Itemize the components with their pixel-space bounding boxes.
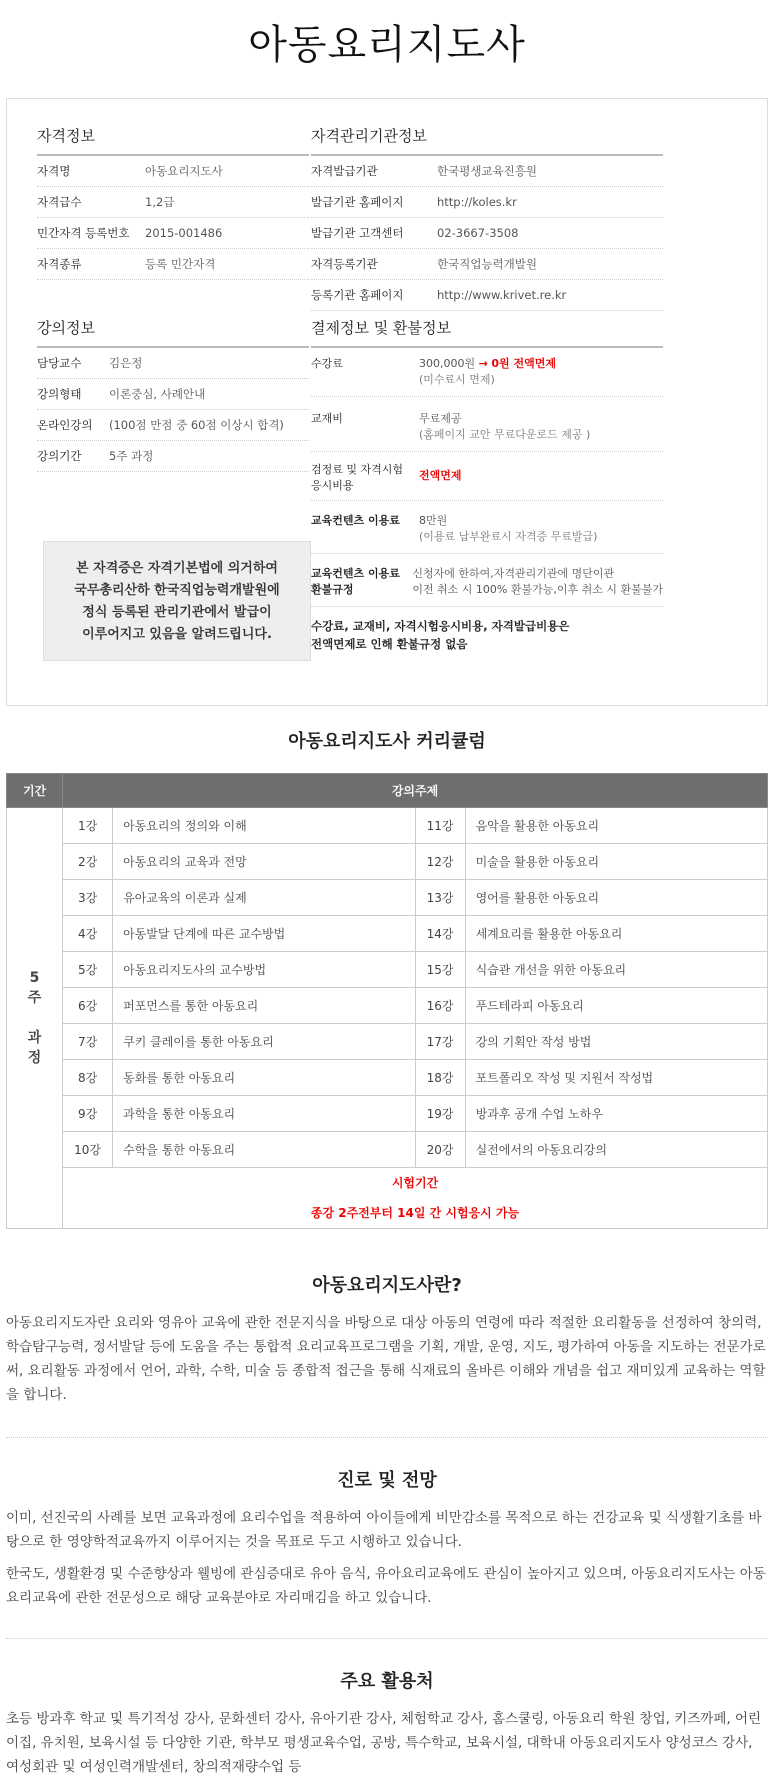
lesson-topic: 동화를 통한 아동요리 — [113, 1060, 415, 1096]
org-info-label: 등록기관 홈페이지 — [311, 288, 404, 302]
qual-info-value: 아동요리지도사 — [145, 164, 223, 178]
refund-footer-line: 전액면제로 인해 환불규정 없음 — [311, 637, 468, 651]
qual-info-row — [37, 218, 309, 249]
curriculum-title: 아동요리지도사 커리큘럼 — [288, 731, 486, 752]
lesson-topic: 영어를 활용한 아동요리 — [465, 880, 767, 916]
lesson-number: 5강 — [63, 952, 113, 988]
lesson-topic: 퍼포먼스를 통한 아동요리 — [113, 988, 415, 1024]
org-info-row — [311, 280, 663, 311]
lesson-topic: 푸드테라피 아동요리 — [465, 988, 767, 1024]
refund-text: 이전 취소 시 100% 환불가능,이후 취소 시 환불불가 — [412, 583, 663, 596]
org-info-label: 발급기관 홈페이지 — [311, 195, 404, 209]
curriculum-row — [7, 988, 768, 1024]
lesson-number: 15강 — [415, 952, 465, 988]
exam-row — [7, 1168, 768, 1229]
qual-info-value: 2015-001486 — [145, 226, 223, 240]
lesson-number: 12강 — [415, 844, 465, 880]
notice-line: 국무총리산하 한국직업능력개발원에 — [74, 583, 280, 598]
divider — [6, 1638, 768, 1639]
usage-title: 주요 활용처 — [340, 1671, 434, 1692]
qual-info-label: 자격종류 — [37, 257, 82, 271]
col-period: 기간 — [7, 774, 63, 808]
lesson-topic: 수학을 통한 아동요리 — [113, 1132, 415, 1168]
org-info-row — [311, 218, 663, 249]
org-info-value: http://koles.kr — [437, 195, 517, 209]
curriculum-row — [7, 1132, 768, 1168]
lesson-topic: 미술을 활용한 아동요리 — [465, 844, 767, 880]
lecture-info-list — [37, 348, 309, 472]
qual-info-title: 자격정보 — [37, 125, 309, 156]
exam-desc: 종강 2주전부터 14일 간 시험응시 가능 — [310, 1206, 520, 1220]
lesson-number: 9강 — [63, 1096, 113, 1132]
refund-label: 환불규정 — [311, 583, 354, 596]
org-info-value: http://www.krivet.re.kr — [437, 288, 567, 302]
period-char: 5 — [29, 970, 40, 986]
tuition-row — [311, 348, 663, 397]
exam-cell — [63, 1168, 768, 1229]
curriculum-row — [7, 1024, 768, 1060]
lesson-topic: 강의 기획안 작성 방법 — [465, 1024, 767, 1060]
lesson-topic: 유아교육의 이론과 실제 — [113, 880, 415, 916]
org-info-value: 한국직업능력개발원 — [437, 257, 537, 271]
textbook-label: 교재비 — [311, 412, 343, 425]
refund-row — [311, 554, 663, 607]
lesson-topic: 아동요리의 정의와 이해 — [113, 808, 415, 844]
lecture-info-label: 강의기간 — [37, 449, 82, 463]
exam-fee-label: 응시비용 — [311, 479, 354, 492]
textbook-value: 무료제공 — [419, 412, 462, 425]
exam-fee-row — [311, 452, 663, 501]
lesson-number: 19강 — [415, 1096, 465, 1132]
lesson-number: 13강 — [415, 880, 465, 916]
notice-line: 정식 등록된 관리기관에서 발급이 — [82, 605, 272, 620]
lecture-info-section — [37, 317, 309, 472]
career-p2: 한국도, 생활환경 및 수준향상과 웰빙에 관심증대로 유아 음식, 유아요리교육에도 관심이 높아지고 있으며, 아동요리지도사는 아동요리교육에 관한 전문성으로 해당 교육분야로 자리매김을 하고 있습니다. — [6, 1566, 766, 1606]
period-char: 과 — [27, 1030, 42, 1046]
tuition-price: 300,000원 — [419, 357, 476, 370]
lesson-number: 2강 — [63, 844, 113, 880]
lecture-info-title: 강의정보 — [37, 317, 309, 348]
lesson-topic: 아동발달 단계에 따른 교수방법 — [113, 916, 415, 952]
lesson-number: 20강 — [415, 1132, 465, 1168]
lesson-number: 18강 — [415, 1060, 465, 1096]
usage-section — [6, 1667, 768, 1779]
notice-line: 본 자격증은 자격기본법에 의거하여 — [76, 561, 278, 576]
org-info-label: 자격발급기관 — [311, 164, 378, 178]
lesson-number: 17강 — [415, 1024, 465, 1060]
period-cell — [7, 808, 63, 1229]
notice-line: 이루어지고 있음을 알려드립니다. — [82, 627, 272, 642]
arrow-icon: → — [478, 357, 488, 370]
tuition-label: 수강료 — [311, 357, 343, 370]
period-char: 정 — [27, 1050, 42, 1066]
usage-body: 초등 방과후 학교 및 특기적성 강사, 문화센터 강사, 유아기관 강사, 체험학교 강사, 홈스쿨링, 아동요리 학원 창업, 키즈까페, 어린이집, 유치원, 보육시설 등 다양한 기관, 학부모 평생교육수업, 공방, 특수학교, 보육시설, 대학내 아동요리지도사 양성코스 강사, 여성회관 및 여성인력개발센터, 창의적재량수업 등 — [6, 1711, 762, 1775]
lesson-number: 7강 — [63, 1024, 113, 1060]
lesson-number: 10강 — [63, 1132, 113, 1168]
qual-info-list — [37, 156, 309, 280]
lecture-info-label: 온라인강의 — [37, 418, 93, 432]
qual-info-label: 자격명 — [37, 164, 71, 178]
curriculum-row — [7, 880, 768, 916]
content-fee-note: (이용료 납부완료시 자격증 무료발급) — [419, 530, 598, 543]
lesson-number: 16강 — [415, 988, 465, 1024]
registration-notice — [43, 541, 311, 661]
curriculum-row — [7, 808, 768, 844]
divider — [6, 1437, 768, 1438]
qual-info-row — [37, 156, 309, 187]
org-info-label: 자격등록기관 — [311, 257, 378, 271]
curriculum-row — [7, 1096, 768, 1132]
lecture-info-value: (100점 만점 중 60점 이상시 합격) — [109, 418, 284, 432]
refund-label: 교육컨텐츠 이용료 — [311, 567, 400, 580]
lesson-topic: 방과후 공개 수업 노하우 — [465, 1096, 767, 1132]
qual-info-value: 등록 민간자격 — [145, 257, 216, 271]
curriculum-table — [6, 773, 768, 1229]
exam-title: 시험기간 — [391, 1176, 439, 1190]
lesson-number: 4강 — [63, 916, 113, 952]
payment-section — [311, 317, 663, 653]
lecture-info-row — [37, 441, 309, 472]
lecture-info-label: 담당교수 — [37, 356, 82, 370]
lesson-topic: 아동요리지도사의 교수방법 — [113, 952, 415, 988]
lesson-number: 6강 — [63, 988, 113, 1024]
payment-title: 결제정보 및 환불정보 — [311, 317, 663, 348]
content-fee-label: 교육컨텐츠 이용료 — [311, 514, 400, 527]
lecture-info-row — [37, 348, 309, 379]
about-section — [6, 1271, 768, 1407]
refund-footer-line: 수강료, 교재비, 자격시험응시비용, 자격발급비용은 — [311, 619, 570, 633]
org-info-label: 발급기관 고객센터 — [311, 226, 404, 240]
lesson-topic: 포트폴리오 작성 및 지원서 작성법 — [465, 1060, 767, 1096]
exam-fee-value: 전액면제 — [419, 469, 462, 482]
qual-info-label: 자격급수 — [37, 195, 82, 209]
org-info-value: 한국평생교육진흥원 — [437, 164, 537, 178]
about-body: 아동요리지도자란 요리와 영유아 교육에 관한 전문지식을 바탕으로 대상 아동의 연령에 따라 적절한 요리활동을 선정하여 창의력, 학습탐구능력, 정서발달 등에 도움을 주는 통합적 요리교육프로그램을 기획, 개발, 운영, 지도, 평가하여 아동을 지도하는 전문가로써, 요리활동 과정에서 언어, 과학, 수학, 미술 등 종합적 접근을 통해 식재료의 올바른 이해와 개념을 쉽고 재미있게 교육하는 역할을 합니다. — [6, 1315, 766, 1403]
lecture-info-value: 5주 과정 — [109, 449, 154, 463]
org-info-title: 자격관리기관정보 — [311, 125, 663, 156]
lesson-topic: 실전에서의 아동요리강의 — [465, 1132, 767, 1168]
lesson-topic: 쿠키 클레이를 통한 아동요리 — [113, 1024, 415, 1060]
curriculum-row — [7, 916, 768, 952]
career-section — [6, 1466, 768, 1610]
refund-text: 신청자에 한하여,자격관리기관에 명단이관 — [412, 567, 615, 580]
page-title: 아동요리지도사 — [248, 22, 526, 68]
lesson-topic: 음악을 활용한 아동요리 — [465, 808, 767, 844]
lesson-topic: 과학을 통한 아동요리 — [113, 1096, 415, 1132]
textbook-row — [311, 397, 663, 452]
org-info-row — [311, 249, 663, 280]
lecture-info-label: 강의형태 — [37, 387, 82, 401]
textbook-note: (홈페이지 교안 무료다운로드 제공 ) — [419, 428, 591, 441]
lesson-topic: 아동요리의 교육과 전망 — [113, 844, 415, 880]
qual-info-row — [37, 187, 309, 218]
refund-footer — [311, 607, 663, 653]
period-char — [7, 1008, 62, 1028]
qual-info-value: 1,2급 — [145, 195, 175, 209]
career-p1: 이미, 선진국의 사례를 보면 교육과정에 요리수업을 적용하여 아이들에게 비만감소를 목적으로 하는 건강교육 및 식생활기초를 바탕으로 한 영양학적교육까지 이루어지는 것을 목표로 두고 시행하고 있습니다. — [6, 1510, 762, 1550]
qual-info-row — [37, 249, 309, 280]
qual-info-label: 민간자격 등록번호 — [37, 226, 130, 240]
tuition-note: (미수료시 면제) — [419, 373, 495, 386]
curriculum-row — [7, 844, 768, 880]
org-info-list — [311, 156, 663, 311]
lesson-number: 11강 — [415, 808, 465, 844]
content-fee-value: 8만원 — [419, 514, 448, 527]
lesson-number: 1강 — [63, 808, 113, 844]
lesson-number: 8강 — [63, 1060, 113, 1096]
exam-fee-label: 검정료 및 자격시험 — [311, 463, 404, 476]
curriculum-row — [7, 1060, 768, 1096]
about-title: 아동요리지도사란? — [312, 1275, 462, 1296]
org-info-row — [311, 187, 663, 218]
col-topic: 강의주제 — [63, 774, 768, 808]
org-info-value: 02-3667-3508 — [437, 226, 519, 240]
curriculum-row — [7, 952, 768, 988]
content-fee-row — [311, 501, 663, 554]
lesson-topic: 세계요리를 활용한 아동요리 — [465, 916, 767, 952]
lecture-info-value: 이론중심, 사례안내 — [109, 387, 206, 401]
org-info-row — [311, 156, 663, 187]
lecture-info-value: 김은정 — [109, 356, 143, 370]
org-info-section — [311, 125, 663, 311]
lesson-number: 3강 — [63, 880, 113, 916]
lecture-info-row — [37, 410, 309, 441]
period-char: 주 — [27, 990, 42, 1006]
info-panel — [6, 98, 768, 706]
lecture-info-row — [37, 379, 309, 410]
lesson-number: 14강 — [415, 916, 465, 952]
lesson-topic: 식습관 개선을 위한 아동요리 — [465, 952, 767, 988]
tuition-free: 0원 전액면제 — [491, 357, 556, 370]
career-title: 진로 및 전망 — [337, 1470, 437, 1491]
qual-info-section — [37, 125, 309, 280]
curriculum-body — [7, 808, 768, 1229]
